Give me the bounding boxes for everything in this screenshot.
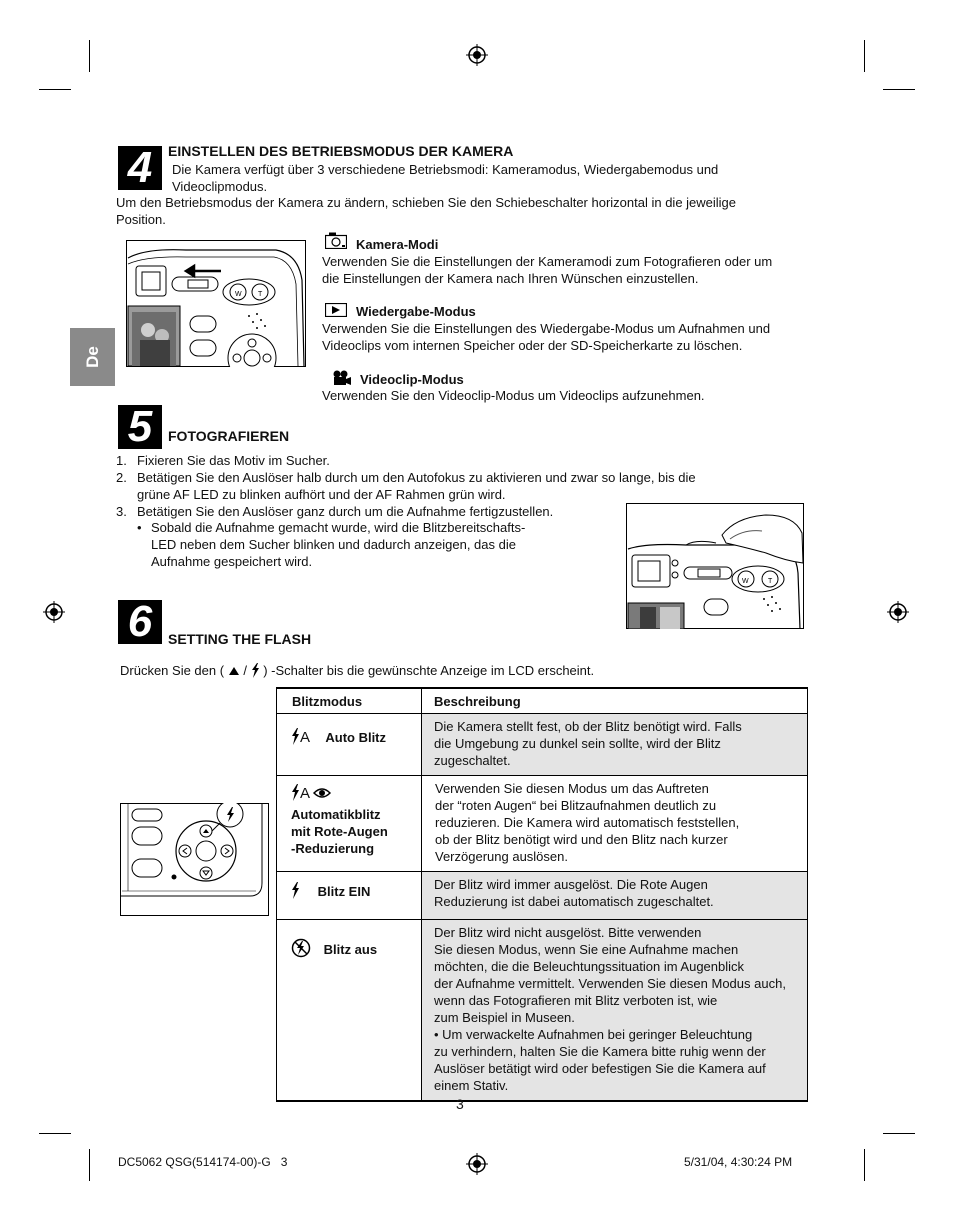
mode-desc-video-line1: Verwenden Sie den Videoclip-Modus um Videoclips aufzunehmen. xyxy=(322,388,705,403)
flash-mode-cell xyxy=(277,714,422,776)
flash-off-icon xyxy=(291,938,311,958)
flash-mode-label-line1: Automatikblitz xyxy=(291,807,381,822)
crop-mark xyxy=(883,1133,915,1134)
flash-icon xyxy=(251,663,260,678)
flash-mode-label: Auto Blitz xyxy=(325,730,387,745)
registration-mark-icon xyxy=(43,601,65,623)
mode-desc-playback-line1: Verwenden Sie die Einstellungen des Wiedergabe-Modus um Aufnahmen und xyxy=(322,321,771,336)
flash-mode-description: Verwenden Sie diesen Modus um das Auftreten der “roten Augen“ bei Blitzaufnahmen deutlich zu reduzieren. Die Kamera wird automatisch feststellen, ob der Blitz benötigt wird und den Blitz nach kurzer Verzögerung auslösen. xyxy=(422,776,808,872)
step6-instruction-sep: / xyxy=(243,663,247,678)
step5-item-1-num: 1. xyxy=(116,453,127,468)
step4-instruction-line2: Position. xyxy=(116,212,166,227)
page-number: 3 xyxy=(456,1096,464,1112)
step5-item-3-text: Betätigen Sie den Auslöser ganz durch um die Aufnahme fertigzustellen. xyxy=(137,504,554,519)
mode-desc-camera-line2: die Einstellungen der Kamera nach Ihren Wünschen einzustellen. xyxy=(322,271,699,286)
footer-timestamp: 5/31/04, 4:30:24 PM xyxy=(684,1155,793,1169)
svg-text:T: T xyxy=(768,578,773,585)
svg-text:W: W xyxy=(742,578,749,585)
step5-item-2-num: 2. xyxy=(116,470,127,485)
table-row xyxy=(277,872,808,920)
registration-mark-icon xyxy=(887,601,909,623)
svg-text:T: T xyxy=(258,291,263,298)
up-arrow-icon xyxy=(228,666,240,676)
step5-bullet: • xyxy=(137,520,142,535)
step5-item-2-text-line2: grüne AF LED zu blinken aufhört und der AF Rahmen grün wird. xyxy=(137,487,506,502)
language-tab xyxy=(70,328,115,386)
crop-mark xyxy=(864,40,865,72)
step-number-5: 5 xyxy=(118,405,162,449)
registration-mark-icon xyxy=(466,44,488,66)
mode-label-camera: Kamera-Modi xyxy=(356,237,439,252)
step4-title: EINSTELLEN DES BETRIEBSMODUS DER KAMERA xyxy=(168,143,514,159)
step5-title: FOTOGRAFIEREN xyxy=(168,428,290,444)
table-header-row xyxy=(277,688,808,714)
crop-mark xyxy=(89,1149,90,1181)
flash-on-icon xyxy=(291,882,300,899)
flash-mode-label-line2: mit Rote-Augen xyxy=(291,824,388,839)
flash-mode-label: Blitz EIN xyxy=(317,884,371,899)
crop-mark xyxy=(89,40,90,72)
step4-instruction-line1: Um den Betriebsmodus der Kamera zu ändern, schieben Sie den Schiebeschalter horizontal in die jeweilige xyxy=(116,195,737,210)
registration-mark-icon xyxy=(466,1153,488,1175)
crop-mark xyxy=(883,89,915,90)
flash-mode-description: Die Kamera stellt fest, ob der Blitz benötigt wird. Falls die Umgebung zu dunkel sein sollte, wird der Blitz zugeschaltet. xyxy=(422,714,808,776)
step4-intro-line1: Die Kamera verfügt über 3 verschiedene Betriebsmodi: Kameramodus, Wiedergabemodus und xyxy=(172,162,719,177)
table-row xyxy=(277,920,808,1102)
step6-instruction xyxy=(120,662,594,679)
crop-mark xyxy=(39,89,71,90)
flash-button-illustration xyxy=(120,803,269,916)
language-tab-label: De xyxy=(82,346,102,368)
table-row xyxy=(277,714,808,776)
step4-intro-line2: Videoclipmodus. xyxy=(172,179,268,194)
flash-mode-description: Der Blitz wird nicht ausgelöst. Bitte verwenden Sie diesen Modus, wenn Sie eine Aufnahme machen möchten, die die Beleuchtungssituation im Augenblick der Aufnahme vermittelt. Verwenden Sie diesen Modus auch, wenn das Fotografieren mit Blitz verboten ist, wie zum Beispiel in Museen. • Um verwackelte Aufnahmen bei geringer Beleuchtung zu verhindern, halten Sie die Kamera bitte ruhig wenn der Auslöser betätigt wird oder befestigen Sie die Kamera auf einem Stativ. xyxy=(422,920,808,1102)
crop-mark xyxy=(39,1133,71,1134)
table-header-description: Beschreibung xyxy=(422,688,808,714)
flash-mode-cell xyxy=(277,776,422,872)
camera-mode-switch-illustration xyxy=(126,240,306,367)
mode-desc-camera-line1: Verwenden Sie die Einstellungen der Kameramodi zum Fotografieren oder um xyxy=(322,254,773,269)
flash-auto-icon: A xyxy=(291,729,313,746)
svg-text:W: W xyxy=(235,291,242,298)
step6-title: SETTING THE FLASH xyxy=(168,631,312,647)
mode-desc-playback-line2: Videoclips vom internen Speicher oder der SD-Speicherkarte zu löschen. xyxy=(322,338,743,353)
footer-file-info: DC5062 QSG(514174-00)-G 3 xyxy=(118,1155,288,1169)
flash-red-eye-icon: A xyxy=(291,784,421,802)
playback-icon xyxy=(325,303,347,317)
flash-mode-cell xyxy=(277,920,422,1102)
mode-label-playback: Wiedergabe-Modus xyxy=(356,304,476,319)
step-number-4: 4 xyxy=(118,146,162,190)
step6-instruction-post: ) -Schalter bis die gewünschte Anzeige im LCD erscheint. xyxy=(263,663,595,678)
table-row xyxy=(277,776,808,872)
step5-item-2-text-line1: Betätigen Sie den Auslöser halb durch um den Autofokus zu aktivieren und zwar so lange, bis die xyxy=(137,470,696,485)
mode-label-video: Videoclip-Modus xyxy=(360,372,464,387)
flash-mode-description: Der Blitz wird immer ausgelöst. Die Rote Augen Reduzierung ist dabei automatisch zugeschaltet. xyxy=(422,872,808,920)
flash-mode-table xyxy=(276,687,808,1102)
video-camera-icon xyxy=(332,370,352,386)
step5-bullet-line3: Aufnahme gespeichert wird. xyxy=(151,554,313,569)
shutter-press-illustration xyxy=(626,503,804,629)
camera-mode-icon xyxy=(325,232,347,249)
step5-bullet-line1: Sobald die Aufnahme gemacht wurde, wird die Blitzbereitschafts- xyxy=(151,520,526,535)
table-header-mode: Blitzmodus xyxy=(277,688,422,714)
crop-mark xyxy=(864,1149,865,1181)
step-number-6: 6 xyxy=(118,600,162,644)
step5-bullet-line2: LED neben dem Sucher blinken und dadurch anzeigen, das die xyxy=(151,537,516,552)
step6-instruction-pre: Drücken Sie den ( xyxy=(120,663,225,678)
flash-mode-label-line3: -Reduzierung xyxy=(291,841,375,856)
flash-mode-cell xyxy=(277,872,422,920)
flash-mode-label: Blitz aus xyxy=(323,942,378,957)
step5-item-3-num: 3. xyxy=(116,504,127,519)
step5-item-1-text: Fixieren Sie das Motiv im Sucher. xyxy=(137,453,330,468)
